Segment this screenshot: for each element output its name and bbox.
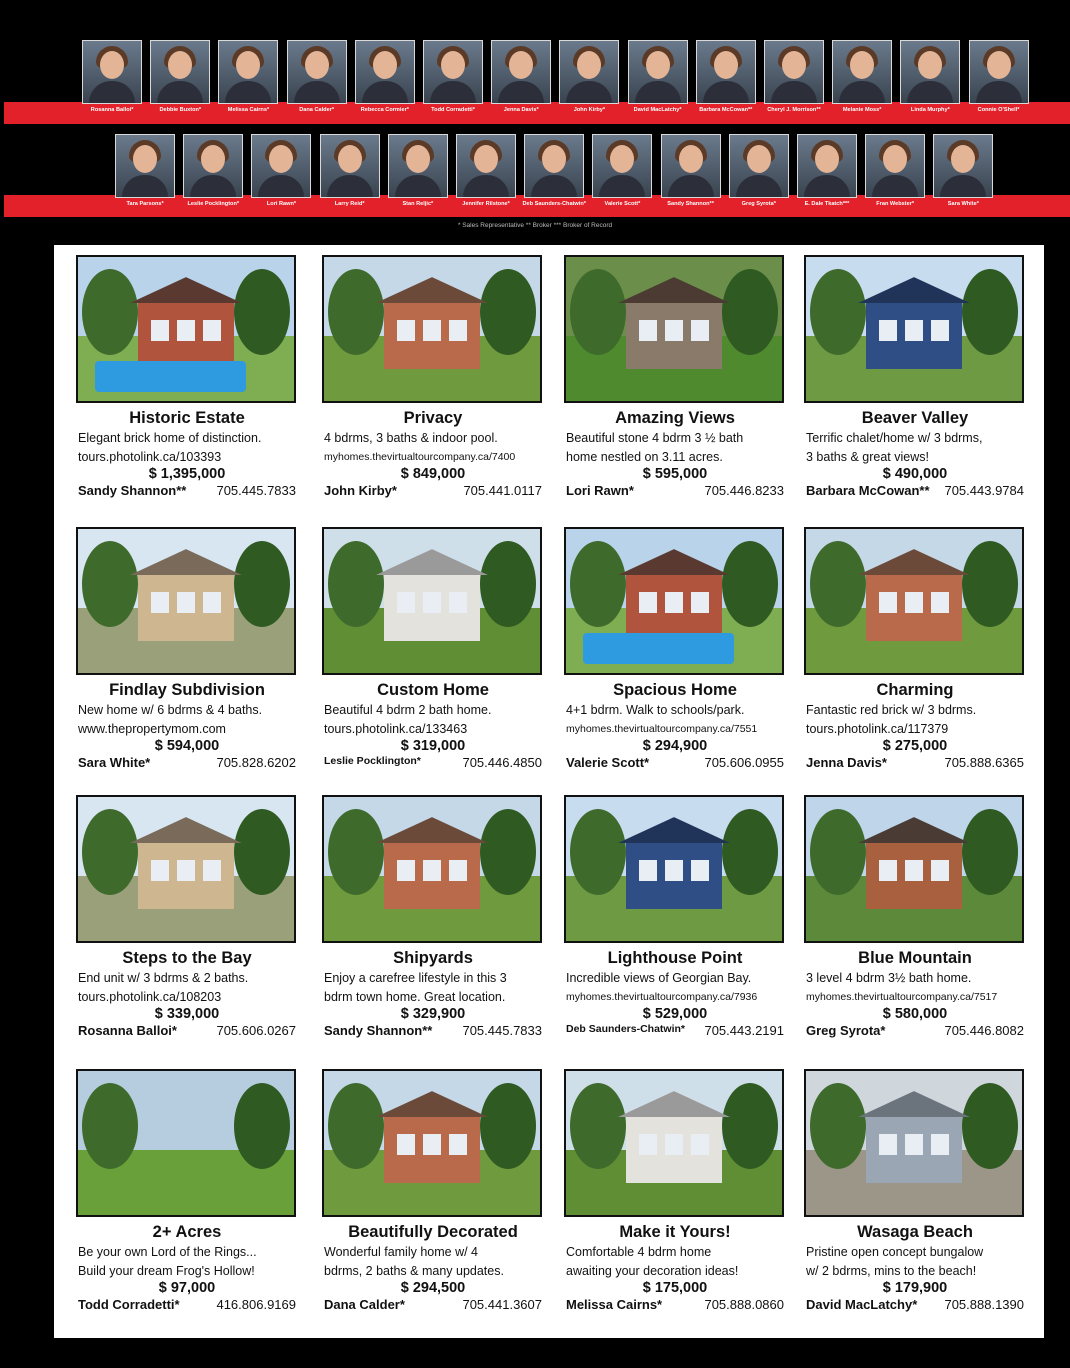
- agent-phone[interactable]: 705.446.4850: [462, 755, 542, 770]
- listing-photo[interactable]: [322, 255, 542, 403]
- agent-photo: [115, 134, 175, 198]
- agent-name: Sara White*: [78, 755, 151, 770]
- agent-photo: [82, 40, 142, 104]
- agent-card[interactable]: [555, 40, 623, 126]
- listing-description: tours.photolink.ca/103393: [78, 449, 222, 464]
- agent-name: Leslie Pocklington*: [324, 755, 421, 767]
- listing-price: $ 490,000: [882, 466, 948, 482]
- listing-agent: [562, 1023, 788, 1038]
- agent-name: Sara White*: [947, 201, 979, 207]
- listing-price: $ 329,900: [400, 1006, 466, 1022]
- listing-agent: [74, 1023, 300, 1038]
- listing-title: Privacy: [403, 409, 463, 427]
- agent-name: Stan Reljic*: [402, 201, 434, 207]
- agent-card[interactable]: [247, 134, 315, 220]
- listing-photo[interactable]: [564, 1069, 784, 1217]
- listing-description: Fantastic red brick w/ 3 bdrms.: [806, 703, 977, 717]
- listing-title: Lighthouse Point: [607, 949, 743, 967]
- listing-description: 4+1 bdrm. Walk to schools/park.: [566, 703, 745, 717]
- agent-name: Tara Parsons*: [126, 201, 164, 207]
- listing-agent: [320, 483, 546, 498]
- agent-phone[interactable]: 705.445.7833: [216, 483, 296, 498]
- listing-photo[interactable]: [76, 255, 296, 403]
- agent-name: Dana Calder*: [299, 107, 335, 113]
- agent-name: Jenna Davis*: [503, 107, 539, 113]
- listing-description: bdrms, 2 baths & many updates.: [324, 1263, 504, 1278]
- listing-description: myhomes.thevirtualtourcompany.ca/7551: [566, 722, 758, 735]
- listing-photo[interactable]: [564, 795, 784, 943]
- agent-photo: [320, 134, 380, 198]
- listing-description: End unit w/ 3 bdrms & 2 baths.: [78, 971, 249, 985]
- listing-description: 3 level 4 bdrm 3½ bath home.: [806, 971, 972, 985]
- agent-photo: [287, 40, 347, 104]
- listing-description: tours.photolink.ca/108203: [78, 989, 222, 1004]
- agent-name: Deb Saunders-Chatwin*: [566, 1023, 686, 1035]
- listing-agent: [74, 483, 300, 498]
- agent-phone[interactable]: 705.446.8082: [944, 1023, 1024, 1038]
- listing-price: $ 294,900: [642, 738, 708, 754]
- agent-card[interactable]: [896, 40, 964, 126]
- listing-title: Amazing Views: [615, 409, 735, 427]
- listing-photo[interactable]: [804, 1069, 1024, 1217]
- agent-name: David MacLatchy*: [633, 107, 682, 113]
- listing-title: Historic Estate: [129, 409, 245, 427]
- listing-description: Pristine open concept bungalow: [806, 1245, 984, 1259]
- agent-photo: [900, 40, 960, 104]
- agent-photo: [491, 40, 551, 104]
- agent-card[interactable]: [111, 134, 179, 220]
- agent-name: Debbie Buxton*: [159, 107, 202, 113]
- agent-card[interactable]: [760, 40, 828, 126]
- agent-photo: [251, 134, 311, 198]
- agent-photo: [559, 40, 619, 104]
- agent-photo: [661, 134, 721, 198]
- listing-description: Enjoy a carefree lifestyle in this 3: [324, 971, 507, 985]
- listing-price: $ 319,000: [400, 738, 466, 754]
- listing-card[interactable]: [74, 1069, 300, 1312]
- agent-photo: [764, 40, 824, 104]
- agent-photo: [729, 134, 789, 198]
- agent-name: Deb Saunders-Chatwin*: [522, 201, 586, 207]
- listing-card[interactable]: [562, 1069, 788, 1312]
- listing-agent: [74, 755, 300, 770]
- listing-agent: [562, 1297, 788, 1312]
- agent-phone[interactable]: 416.806.9169: [216, 1297, 296, 1312]
- listing-description: Beautiful stone 4 bdrm 3 ½ bath: [566, 431, 744, 445]
- listing-price: $ 339,000: [154, 1006, 220, 1022]
- listing-title: Blue Mountain: [858, 949, 972, 967]
- listing-agent: [562, 755, 788, 770]
- listing-card[interactable]: [74, 255, 300, 498]
- listing-card[interactable]: [562, 795, 788, 1038]
- listing-title: Findlay Subdivision: [109, 681, 265, 699]
- agent-name: Rosanna Balloi*: [78, 1023, 177, 1038]
- agent-name: Connie O'Shell*: [977, 107, 1020, 113]
- agent-photo: [388, 134, 448, 198]
- agent-phone[interactable]: 705.445.7833: [462, 1023, 542, 1038]
- agent-phone[interactable]: 705.441.3607: [462, 1297, 542, 1312]
- listing-price: $ 595,000: [642, 466, 708, 482]
- listing-card[interactable]: [802, 527, 1028, 770]
- agent-name: Sandy Shannon**: [78, 483, 187, 498]
- agent-legend: * Sales Representative ** Broker *** Broker of Record: [457, 222, 613, 229]
- agent-card[interactable]: [624, 40, 692, 126]
- listing-price: $ 97,000: [158, 1280, 216, 1296]
- agent-name: Lori Rawn*: [266, 201, 297, 207]
- listing-description: tours.photolink.ca/133463: [324, 721, 468, 736]
- listing-photo[interactable]: [76, 527, 296, 675]
- listing-price: $ 594,000: [154, 738, 220, 754]
- agent-name: David MacLatchy*: [806, 1297, 918, 1312]
- agent-photo: [183, 134, 243, 198]
- agent-card[interactable]: [861, 134, 929, 220]
- agent-photo: [592, 134, 652, 198]
- listing-card[interactable]: [74, 795, 300, 1038]
- agent-card[interactable]: [384, 134, 452, 220]
- listing-photo[interactable]: [76, 1069, 296, 1217]
- agent-photo: [933, 134, 993, 198]
- listing-photo[interactable]: [804, 527, 1024, 675]
- agent-name: Barbara McCowan**: [806, 483, 930, 498]
- listing-title: Spacious Home: [613, 681, 737, 699]
- agent-phone[interactable]: 705.443.9784: [944, 483, 1024, 498]
- listing-description: Be your own Lord of the Rings...: [78, 1245, 257, 1259]
- listing-card[interactable]: [562, 255, 788, 498]
- agent-name: Valerie Scott*: [566, 755, 650, 770]
- agent-phone[interactable]: 705.888.6365: [944, 755, 1024, 770]
- listing-description: New home w/ 6 bdrms & 4 baths.: [78, 703, 263, 717]
- agent-photo: [628, 40, 688, 104]
- agent-name: Melissa Cairns*: [566, 1297, 663, 1312]
- agent-card[interactable]: [214, 40, 282, 126]
- agent-phone[interactable]: 705.443.2191: [704, 1023, 784, 1038]
- listing-agent: [562, 483, 788, 498]
- agent-name: Greg Syrota*: [806, 1023, 886, 1038]
- listing-card[interactable]: [74, 527, 300, 770]
- agent-phone[interactable]: 705.888.1390: [944, 1297, 1024, 1312]
- agent-photo: [150, 40, 210, 104]
- agent-card[interactable]: [929, 134, 997, 220]
- listing-description: www.thepropertymom.com: [78, 721, 226, 736]
- agent-name: Dana Calder*: [324, 1297, 405, 1312]
- agent-name: Rosanna Balloi*: [90, 107, 134, 113]
- agent-card[interactable]: [793, 134, 861, 220]
- listing-description: home nestled on 3.11 acres.: [566, 449, 723, 464]
- listing-card[interactable]: [802, 255, 1028, 498]
- listing-description: tours.photolink.ca/117379: [806, 721, 949, 736]
- listing-agent: [802, 483, 1028, 498]
- agent-photo: [969, 40, 1029, 104]
- agent-phone[interactable]: 705.606.0955: [704, 755, 784, 770]
- listing-title: Steps to the Bay: [122, 949, 252, 967]
- listing-photo[interactable]: [322, 1069, 542, 1217]
- listing-agent: [802, 1297, 1028, 1312]
- listing-description: bdrm town home. Great location.: [324, 989, 506, 1004]
- agent-name: Cheryl J. Morrison**: [767, 107, 821, 113]
- agent-card[interactable]: [725, 134, 793, 220]
- listing-title: Make it Yours!: [619, 1223, 731, 1241]
- listing-photo[interactable]: [804, 255, 1024, 403]
- listing-card[interactable]: [802, 1069, 1028, 1312]
- listing-price: $ 179,900: [882, 1280, 948, 1296]
- listing-title: Shipyards: [393, 949, 473, 967]
- listing-description: Comfortable 4 bdrm home: [566, 1245, 712, 1259]
- agent-name: Todd Corradetti*: [431, 107, 475, 113]
- agent-name: John Kirby*: [573, 107, 606, 113]
- agent-name: Rebecca Cormier*: [360, 107, 409, 113]
- listing-agent: [320, 1297, 546, 1312]
- listing-price: $ 580,000: [882, 1006, 948, 1022]
- listing-photo[interactable]: [322, 795, 542, 943]
- listing-price: $ 175,000: [642, 1280, 708, 1296]
- agent-name: Greg Syrota*: [741, 201, 776, 207]
- agent-card[interactable]: [828, 40, 896, 126]
- agent-name: Melanie Moss*: [842, 107, 882, 113]
- agent-name: Valerie Scott*: [604, 201, 641, 207]
- agent-name: Sandy Shannon**: [324, 1023, 433, 1038]
- agent-photo: [423, 40, 483, 104]
- listing-title: 2+ Acres: [152, 1223, 222, 1241]
- agent-card[interactable]: [657, 134, 725, 220]
- listing-price: $ 529,000: [642, 1006, 708, 1022]
- agent-name: Jenna Davis*: [806, 755, 887, 770]
- listing-title: Beautifully Decorated: [348, 1223, 518, 1241]
- listing-photo[interactable]: [76, 795, 296, 943]
- listing-agent: [320, 1023, 546, 1038]
- listing-card[interactable]: [320, 795, 546, 1038]
- agent-name: Linda Murphy*: [910, 107, 950, 113]
- agent-card[interactable]: [520, 134, 588, 220]
- listing-description: myhomes.thevirtualtourcompany.ca/7517: [806, 990, 998, 1003]
- agent-card[interactable]: [452, 134, 520, 220]
- agent-card[interactable]: [78, 40, 146, 126]
- listing-card[interactable]: [320, 255, 546, 498]
- agent-name: Fran Webster*: [876, 201, 915, 207]
- agent-photo: [832, 40, 892, 104]
- agent-card[interactable]: [487, 40, 555, 126]
- agent-photo: [456, 134, 516, 198]
- agent-photo: [696, 40, 756, 104]
- listing-price: $ 1,395,000: [148, 466, 226, 482]
- listing-card[interactable]: [320, 527, 546, 770]
- listing-description: Incredible views of Georgian Bay.: [566, 971, 752, 985]
- agent-phone[interactable]: 705.446.8233: [704, 483, 784, 498]
- listings-panel: [54, 245, 1044, 1338]
- listing-description: myhomes.thevirtualtourcompany.ca/7936: [566, 990, 758, 1003]
- listing-photo[interactable]: [564, 255, 784, 403]
- agent-photo: [524, 134, 584, 198]
- agent-card[interactable]: [316, 134, 384, 220]
- agent-phone[interactable]: 705.828.6202: [216, 755, 296, 770]
- agent-card[interactable]: [964, 40, 1032, 126]
- agent-card[interactable]: [351, 40, 419, 126]
- listing-title: Beaver Valley: [861, 409, 969, 427]
- agent-phone[interactable]: 705.441.0117: [463, 483, 542, 498]
- agent-card[interactable]: [692, 40, 760, 126]
- agent-card[interactable]: [179, 134, 247, 220]
- listing-photo[interactable]: [322, 527, 542, 675]
- listing-description: awaiting your decoration ideas!: [566, 1263, 739, 1278]
- listing-photo[interactable]: [564, 527, 784, 675]
- listing-description: myhomes.thevirtualtourcompany.ca/7400: [324, 450, 516, 463]
- listing-title: Custom Home: [377, 681, 489, 699]
- listing-description: w/ 2 bdrms, mins to the beach!: [806, 1263, 977, 1278]
- agent-name: Jennifer Rilstone*: [462, 201, 510, 207]
- agent-name: Sandy Shannon**: [667, 201, 714, 207]
- listing-description: 3 baths & great views!: [806, 449, 929, 464]
- agent-photo: [797, 134, 857, 198]
- listing-price: $ 849,000: [400, 466, 466, 482]
- listing-title: Charming: [876, 681, 954, 699]
- listing-title: Wasaga Beach: [857, 1223, 973, 1241]
- agent-photo: [355, 40, 415, 104]
- agent-phone[interactable]: 705.888.0860: [704, 1297, 784, 1312]
- agent-card[interactable]: [588, 134, 656, 220]
- listing-agent: [802, 755, 1028, 770]
- listing-agent: [320, 755, 546, 770]
- listing-photo[interactable]: [804, 795, 1024, 943]
- agent-name: Leslie Pocklington*: [187, 201, 240, 207]
- listing-price: $ 275,000: [882, 738, 948, 754]
- agent-card[interactable]: [419, 40, 487, 126]
- listing-price: $ 294,500: [400, 1280, 466, 1296]
- listing-description: Beautiful 4 bdrm 2 bath home.: [324, 703, 492, 717]
- agent-photo: [218, 40, 278, 104]
- agent-card[interactable]: [146, 40, 214, 126]
- listing-description: Build your dream Frog's Hollow!: [78, 1263, 255, 1278]
- listing-description: Wonderful family home w/ 4: [324, 1245, 478, 1259]
- listing-card[interactable]: [320, 1069, 546, 1312]
- listing-description: Terrific chalet/home w/ 3 bdrms,: [806, 431, 983, 445]
- agent-name: Melissa Cairns*: [227, 107, 270, 113]
- listing-description: Elegant brick home of distinction.: [78, 431, 262, 445]
- agent-name: Larry Reid*: [334, 201, 365, 207]
- agent-name: Barbara McCowan**: [699, 107, 753, 113]
- agent-phone[interactable]: 705.606.0267: [216, 1023, 296, 1038]
- agent-photo: [865, 134, 925, 198]
- agent-card[interactable]: [283, 40, 351, 126]
- listing-agent: [802, 1023, 1028, 1038]
- agent-name: E. Dale Tkatch***: [804, 201, 850, 207]
- listing-card[interactable]: [562, 527, 788, 770]
- agent-name: Lori Rawn*: [566, 483, 634, 498]
- listing-agent: [74, 1297, 300, 1312]
- agent-name: John Kirby*: [324, 483, 397, 498]
- agent-name: Todd Corradetti*: [78, 1297, 180, 1312]
- listing-card[interactable]: [802, 795, 1028, 1038]
- listing-description: 4 bdrms, 3 baths & indoor pool.: [324, 431, 498, 445]
